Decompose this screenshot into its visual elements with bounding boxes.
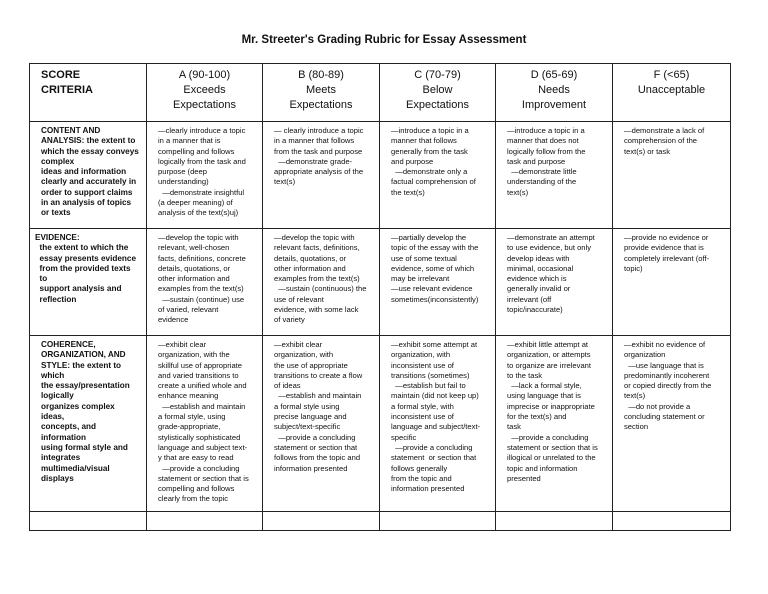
- cell-line: maintain (did not keep up): [391, 391, 479, 401]
- cell-line: follows from the topic and: [274, 453, 361, 463]
- cell-line: in a manner that follows: [274, 136, 355, 146]
- cell-line: —provide a concluding: [274, 432, 356, 442]
- cell-line: —provide a concluding: [507, 432, 589, 442]
- cell-line: —use relevant evidence: [391, 284, 473, 294]
- cell-line: organization: [624, 350, 666, 360]
- cell-line: details, quotations, or: [274, 253, 347, 263]
- cell-line: follows generally: [391, 463, 448, 473]
- cell-line: analysis of the text(s)uj): [158, 208, 239, 218]
- empty-cell: [30, 512, 147, 531]
- grade-header-a: [147, 64, 263, 122]
- cell-line: —provide a concluding: [391, 442, 473, 452]
- cell-line: manner that does not: [507, 136, 579, 146]
- criteria-line: in an analysis of topics: [41, 198, 132, 208]
- cell-line: from the topic and: [391, 473, 452, 483]
- cell-line: a formal style using: [274, 401, 340, 411]
- cell-line: enhance meaning: [158, 391, 219, 401]
- cell-line: inconsistent use of: [391, 412, 454, 422]
- cell-line: statement or section that is: [158, 473, 249, 483]
- cell-line: generally from the task: [391, 146, 468, 156]
- header-line: A (90-100): [178, 69, 231, 81]
- rubric-cell: [380, 122, 496, 229]
- header-line: Expectations: [289, 99, 353, 111]
- empty-cell: [613, 512, 731, 531]
- rubric-cell: [147, 122, 263, 229]
- cell-line: stylistically sophisticated: [158, 432, 241, 442]
- table-row: [30, 122, 731, 229]
- criteria-line: logically: [41, 391, 74, 401]
- cell-line: —demonstrate insightful: [158, 187, 245, 197]
- cell-line: a formal style, with: [391, 401, 454, 411]
- cell-line: transitions (sometimes): [391, 370, 470, 380]
- cell-line: evidence, with some lack: [274, 305, 359, 315]
- cell-line: grade-appropriate,: [158, 422, 221, 432]
- cell-line: precise language and: [274, 412, 347, 422]
- cell-line: — clearly introduce a topic: [274, 126, 364, 135]
- criteria-line: reflection: [35, 294, 77, 304]
- header-line: Needs: [538, 84, 570, 96]
- cell-line: information presented: [391, 484, 465, 494]
- criteria-line: information: [41, 432, 87, 442]
- cell-line: examples from the text(s): [158, 284, 244, 294]
- cell-line: inconsistent use of: [391, 360, 454, 370]
- cell-line: information presented: [274, 463, 348, 473]
- criteria-cell: [30, 122, 147, 229]
- criteria-line: essay presents evidence: [35, 253, 137, 263]
- cell-line: —develop the topic with: [274, 233, 355, 242]
- empty-cell: [147, 512, 263, 531]
- cell-line: —exhibit little attempt at: [507, 340, 589, 349]
- cell-line: facts, definitions, concrete: [158, 253, 246, 263]
- page-title: Mr. Streeter's Grading Rubric for Essay Assessment: [241, 34, 527, 46]
- cell-line: —demonstrate an attempt: [507, 233, 595, 242]
- table-row: [30, 229, 731, 336]
- cell-line: (a deeper meaning) of: [158, 198, 233, 208]
- cell-line: —introduce a topic in a: [507, 126, 585, 135]
- cell-line: —establish and maintain: [274, 391, 362, 401]
- cell-line: the text(s): [391, 187, 425, 197]
- cell-line: —exhibit no evidence of: [624, 340, 706, 349]
- cell-line: transitions to create a flow: [274, 370, 363, 380]
- cell-line: statement or section that: [274, 442, 358, 452]
- cell-line: may be irrelevant: [391, 274, 450, 284]
- cell-line: understanding): [158, 177, 209, 187]
- header-line: F (<65): [653, 69, 690, 81]
- cell-line: a formal style, using: [158, 412, 226, 422]
- cell-line: relevant, well-chosen: [158, 243, 230, 253]
- cell-line: —exhibit some attempt at: [391, 340, 478, 349]
- rubric-table: [29, 63, 731, 531]
- criteria-line: support analysis and: [35, 284, 122, 294]
- cell-line: appropriate analysis of the: [274, 167, 364, 177]
- cell-line: presented: [507, 473, 541, 483]
- header-line: Meets: [306, 84, 336, 96]
- criteria-line: or texts: [41, 208, 71, 218]
- cell-line: provide evidence that is: [624, 243, 704, 253]
- cell-line: use of relevant: [274, 294, 324, 304]
- criteria-line: STYLE: the extent to: [41, 360, 122, 370]
- empty-cell: [496, 512, 613, 531]
- cell-line: compelling and follows: [158, 146, 235, 156]
- grade-header-d: [496, 64, 613, 122]
- cell-line: use of some textual: [391, 253, 457, 263]
- criteria-line: ideas and information: [41, 167, 127, 177]
- score-criteria-header: [30, 64, 147, 122]
- cell-line: clearly from the topic: [158, 494, 229, 504]
- header-line: Below: [422, 84, 453, 96]
- cell-line: —demonstrate little: [507, 167, 577, 177]
- grade-header-c: [380, 64, 496, 122]
- cell-line: factual comprehension of: [391, 177, 476, 187]
- table-row: [30, 336, 731, 512]
- cell-line: task: [507, 422, 521, 432]
- header-row: [30, 64, 731, 122]
- cell-line: organization, or attempts: [507, 350, 591, 360]
- rubric-cell: [380, 336, 496, 512]
- cell-line: —demonstrate grade-: [274, 156, 353, 166]
- criteria-line: displays: [41, 473, 74, 483]
- criteria-line: the extent to which the: [35, 243, 129, 253]
- cell-line: text(s): [624, 391, 646, 401]
- cell-line: text(s): [507, 187, 529, 197]
- criteria-line: integrates: [41, 453, 81, 463]
- cell-line: generally invalid or: [507, 284, 571, 294]
- cell-line: sometimes(inconsistently): [391, 294, 479, 304]
- cell-line: irrelevant (off: [507, 294, 552, 304]
- header-line: Exceeds: [183, 84, 226, 96]
- cell-line: for the text(s) and: [507, 412, 567, 422]
- cell-line: —introduce a topic in a: [391, 126, 469, 135]
- rubric-cell: [380, 229, 496, 336]
- criteria-line: concepts, and: [41, 422, 97, 432]
- empty-row: [30, 512, 731, 531]
- cell-line: —provide no evidence or: [624, 233, 709, 242]
- cell-line: —partially develop the: [391, 233, 467, 242]
- criteria-line: which the essay conveys: [41, 146, 139, 156]
- cell-line: —demonstrate only a: [391, 167, 468, 177]
- cell-line: purpose (deep: [158, 167, 207, 177]
- cell-line: details, quotations, or: [158, 263, 231, 273]
- criteria-line: from the provided texts: [35, 263, 131, 273]
- header-line: Improvement: [521, 99, 587, 111]
- criteria-line: EVIDENCE:: [35, 233, 80, 242]
- empty-cell: [380, 512, 496, 531]
- cell-line: minimal, occasional: [507, 263, 574, 273]
- cell-line: organization, with the: [158, 350, 230, 360]
- cell-line: using language that is: [507, 391, 581, 401]
- cell-line: evidence: [158, 315, 189, 325]
- cell-line: the use of appropriate: [274, 360, 348, 370]
- header-line: C (70-79): [414, 69, 461, 81]
- cell-line: to the task: [507, 370, 543, 380]
- criteria-line: which: [41, 370, 65, 380]
- cell-line: language and subject text-: [158, 442, 248, 452]
- cell-line: skillful use of appropriate: [158, 360, 242, 370]
- rubric-cell: [147, 336, 263, 512]
- rubric-cell: [496, 229, 613, 336]
- cell-line: illogical or unrelated to the: [507, 453, 596, 463]
- cell-line: topic): [624, 263, 643, 273]
- cell-line: —sustain (continue) use: [158, 294, 245, 304]
- cell-line: subject/text-specific: [274, 422, 341, 432]
- grade-header-b: [263, 64, 380, 122]
- cell-line: create a unified whole and: [158, 381, 247, 391]
- cell-line: —do not provide a: [624, 401, 691, 411]
- cell-line: —use language that is: [624, 360, 704, 370]
- cell-line: imprecise or inappropriate: [507, 401, 595, 411]
- rubric-cell: [147, 229, 263, 336]
- cell-line: —exhibit clear: [274, 340, 323, 349]
- header-line: Expectations: [173, 99, 236, 111]
- cell-line: from the task and purpose: [274, 146, 363, 156]
- cell-line: —provide a concluding: [158, 463, 240, 473]
- cell-line: develop ideas with: [507, 253, 570, 263]
- rubric-cell: [263, 122, 380, 229]
- cell-line: comprehension of the: [624, 136, 698, 146]
- cell-line: logically from the task and: [158, 156, 246, 166]
- cell-line: to use evidence, but only: [507, 243, 592, 253]
- rubric-cell: [613, 122, 731, 229]
- criteria-line: CONTENT AND: [41, 126, 101, 135]
- cell-line: —demonstrate a lack of: [624, 126, 705, 135]
- cell-line: language and subject/text-: [391, 422, 481, 432]
- cell-line: completely irrelevant (off-: [624, 253, 710, 263]
- criteria-line: ideas,: [41, 412, 65, 422]
- cell-line: —establish but fail to: [391, 381, 466, 391]
- cell-line: other information and: [274, 263, 346, 273]
- cell-line: understanding of the: [507, 177, 577, 187]
- cell-line: topic and information: [507, 463, 578, 473]
- rubric-cell: [613, 336, 731, 512]
- criteria-cell: [30, 336, 147, 512]
- cell-line: —lack a formal style,: [507, 381, 582, 391]
- cell-line: evidence, some of which: [391, 263, 475, 273]
- cell-line: —establish and maintain: [158, 401, 246, 411]
- cell-line: or copied directly from the: [624, 381, 712, 391]
- cell-line: specific: [391, 432, 417, 442]
- cell-line: predominantly incoherent: [624, 370, 710, 380]
- cell-line: text(s) or task: [624, 146, 670, 156]
- criteria-line: ORGANIZATION, AND: [41, 350, 126, 360]
- criteria-line: to: [35, 274, 48, 284]
- cell-line: statement or section that is: [507, 442, 598, 452]
- rubric-cell: [613, 229, 731, 336]
- criteria-line: organizes complex: [41, 401, 115, 411]
- criteria-cell: [30, 229, 147, 336]
- cell-line: in a manner that is: [158, 136, 221, 146]
- rubric-cell: [263, 336, 380, 512]
- header-line: CRITERIA: [41, 84, 93, 96]
- criteria-line: multimedia/visual: [41, 463, 110, 473]
- cell-line: organization, with: [274, 350, 334, 360]
- cell-line: text(s): [274, 177, 296, 187]
- cell-line: organization, with: [391, 350, 451, 360]
- cell-line: concluding statement or: [624, 412, 705, 422]
- empty-cell: [263, 512, 380, 531]
- cell-line: —exhibit clear: [158, 340, 207, 349]
- header-line: D (65-69): [530, 69, 578, 81]
- cell-line: topic/inaccurate): [507, 305, 563, 315]
- cell-line: —develop the topic with: [158, 233, 239, 242]
- cell-line: of varied, relevant: [158, 305, 219, 315]
- cell-line: of ideas: [274, 381, 301, 391]
- criteria-line: COHERENCE,: [41, 340, 96, 349]
- criteria-line: ANALYSIS: the extent to: [41, 136, 136, 146]
- cell-line: relevant facts, definitions,: [274, 243, 360, 253]
- header-line: Unacceptable: [637, 84, 706, 96]
- header-line: B (80-89): [298, 69, 344, 81]
- header-line: Expectations: [406, 99, 469, 111]
- cell-line: of variety: [274, 315, 305, 325]
- cell-line: manner that follows: [391, 136, 457, 146]
- cell-line: to organize are irrelevant: [507, 360, 591, 370]
- cell-line: and varied transitions to: [158, 370, 239, 380]
- cell-line: task and purpose: [507, 156, 566, 166]
- criteria-line: order to support claims: [41, 187, 133, 197]
- cell-line: other information and: [158, 274, 230, 284]
- cell-line: examples from the text(s): [274, 274, 360, 284]
- cell-line: and purpose: [391, 156, 434, 166]
- cell-line: —clearly introduce a topic: [158, 126, 246, 135]
- rubric-cell: [496, 336, 613, 512]
- cell-line: compelling and follows: [158, 484, 235, 494]
- criteria-line: the essay/presentation: [41, 381, 130, 391]
- cell-line: section: [624, 422, 649, 432]
- rubric-cell: [263, 229, 380, 336]
- cell-line: topic of the essay with the: [391, 243, 479, 253]
- header-line: SCORE: [41, 69, 81, 81]
- cell-line: y that are easy to read: [158, 453, 234, 463]
- rubric-cell: [496, 122, 613, 229]
- criteria-line: clearly and accurately in: [41, 177, 137, 187]
- cell-line: evidence which is: [507, 274, 567, 284]
- criteria-line: complex: [41, 156, 75, 166]
- cell-line: —sustain (continuous) the: [274, 284, 367, 294]
- grade-header-f: [613, 64, 731, 122]
- cell-line: statement or section that: [391, 453, 477, 463]
- criteria-line: using formal style and: [41, 442, 128, 452]
- cell-line: logically follow from the: [507, 146, 586, 156]
